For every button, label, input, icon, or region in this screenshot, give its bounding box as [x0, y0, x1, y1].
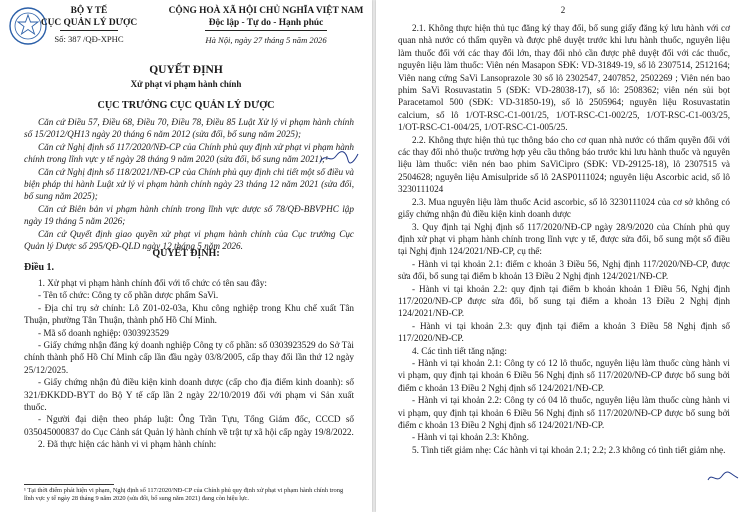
document-page-1 — [0, 0, 372, 512]
article-heading: Điều 1. — [24, 262, 54, 273]
nation-name: CỘNG HOÀ XÃ HỘI CHỦ NGHĨA VIỆT NAM — [168, 6, 364, 16]
ministry-name: BỘ Y TẾ — [70, 6, 108, 16]
basis-item: Căn cứ Nghị định số 117/2020/NĐ-CP của Chính phủ quy định xử phạt vi phạm hành chính trong lĩnh vực y tế ngày 28 tháng 9 năm 2020 (sửa đổi, bổ sung năm 2021);¹ — [24, 141, 354, 165]
document-title: QUYẾT ĐỊNH — [149, 64, 223, 76]
document-number: Số: 387 /QĐ-XPHC — [54, 34, 124, 44]
paragraph: - Hành vi tại khoản 2.3: Không. — [412, 432, 529, 443]
place-date: Hà Nội, ngày 27 tháng 5 năm 2026 — [205, 35, 327, 45]
paragraph: - Hành vi tại khoản 2.2: Công ty có 04 lô thuốc, nguyên liệu làm thuốc cùng hành vi vi phạm, quy định tại khoản 6 Điều 56 Nghị định số 117/2020/NĐ-CP được bổ sung bởi điểm c khoản 13 Điều 2 Nghị định số 124/2021/NĐ-CP. — [398, 395, 730, 430]
paragraph: 5. Tình tiết giảm nhẹ: Các hành vi tại khoản 2.1; 2.2; 2.3 không có tình tiết giảm nhẹ. — [412, 444, 726, 455]
document-subtitle: Xử phạt vi phạm hành chính — [130, 79, 242, 89]
margin-initial-signature — [706, 470, 740, 486]
decides-heading: QUYẾT ĐỊNH: — [152, 248, 220, 259]
department-name: CỤC QUẢN LÝ DƯỢC — [40, 17, 138, 28]
national-motto: Độc lập - Tự do - Hạnh phúc — [208, 17, 324, 28]
footnote-divider — [24, 484, 114, 485]
issuing-authority — [24, 6, 154, 46]
paragraph: 4. Các tình tiết tăng nặng: — [412, 345, 507, 356]
paragraph: - Tên tổ chức: Công ty cổ phần dược phẩm SaVi. — [38, 290, 219, 301]
paragraph: 1. Xử phạt vi phạm hành chính đối với tổ chức có tên sau đây: — [38, 278, 267, 288]
national-header — [166, 6, 366, 47]
legal-basis — [24, 116, 354, 252]
paragraph: - Giấy chứng nhận đủ điều kiện kinh doanh dược (cấp cho địa điểm kinh doanh): số 321/ĐKKDD-BYT do Bộ Y tế cấp lần 2 ngày 22/10/2019 đối với phạm vi Sản xuất thuốc. — [24, 377, 354, 413]
paragraph: - Mã số doanh nghiệp: 0303923529 — [38, 327, 169, 338]
basis-item: Căn cứ Biên bản vi phạm hành chính trong lĩnh vực dược số 78/QĐ-BBVPHC lập ngày 19 tháng 5 năm 2026; — [24, 203, 354, 227]
header-divider — [60, 30, 118, 31]
footnote: ¹ Tại thời điểm phát hiện vi phạm, Nghị định số 117/2020/NĐ-CP của Chính phủ quy định xử phạt vi phạm hành chính trong lĩnh vực y tế ngày 28 tháng 9 năm 2020 (sửa đổi, bổ sung năm 2021) đang còn hiệu lực. — [24, 487, 344, 502]
paragraph: - Hành vi tại khoản 2.3: quy định tại điểm a khoản 3 Điều 58 Nghị định số 117/2020/NĐ-CP. — [398, 320, 730, 344]
basis-item: Căn cứ Quyết định giao quyền xử phạt vi phạm hành chính của Cục trưởng Cục Quản lý Dược số 295/QĐ-QLD ngày 12 tháng 5 năm 2026. — [24, 228, 354, 252]
document-page-2 — [376, 0, 750, 512]
paragraph: - Giấy chứng nhận đăng ký doanh nghiệp Công ty cổ phần: số 0303923529 do Sở Tài chính thành phố Hồ Chí Minh cấp lần đầu ngày 03/8/2005, cấp thay đổi lần thứ 12 ngày 25/12/2025. — [24, 340, 354, 375]
article-body — [24, 277, 354, 451]
paragraph: 2.1. Không thực hiện thủ tục đăng ký thay đổi, bổ sung giấy đăng ký lưu hành với cơ quan nhà nước có thẩm quyền và được phê duyệt trước khi lưu hành thuốc, nguyên liệu làm thuốc đối với các thay đổi lớn, thay đổi nhỏ cần được phê duyệt đối với các thuốc, nguyên liệu làm thuốc: Viên nén Masapon SĐK: VD-31849-19, số lô 2307514, 2512164; Viên nang cứng SaVi Lansoprazole 30 số lô 2302547, 2407852, 2502269 ; Viên nén bao phim SaVi Rosuvastatin 5 (SĐK: VD-28038-17), số lô: 2508362; viên nén sủi bọt Paracetamol 500 (SĐK: VD-31850-19), số lô 2505964; nguyên liệu Rosuvastatin calcium, số lô 1/OT-RSC-C1-001/25, 1/OT-RSC-C1-002/25, 1/OT-RSC-C1-003/25, 1/OT-RSC-C1-004/25, 1/OT-RSC-C1-005/25. — [398, 23, 730, 133]
paragraph: 2.2. Không thực hiện thủ tục thông báo cho cơ quan nhà nước có thẩm quyền đối với các thay đổi nhỏ thuộc trường hợp yêu cầu thông báo trước khi lưu hành thuốc và nguyên liệu làm thuốc: viên nén bao phim SaViCipro (SĐK: VD-29125-18), lô 2307515 và 2504628; nguyên liệu Amisulpride số lô 2ASP0111024; nguyên liệu Ascorbic acid, số lô 3230111024 — [398, 134, 730, 195]
paragraph: 2.3. Mua nguyên liệu làm thuốc Acid ascorbic, số lô 3230111024 của cơ sở không có giấy chứng nhận đủ điều kiện kinh doanh dược — [398, 196, 730, 220]
basis-item: Căn cứ Nghị định số 118/2021/NĐ-CP của Chính phủ quy định chi tiết một số điều và biện pháp thi hành Luật xử lý vi phạm hành chính ngày 23 tháng 12 năm 2021 (sửa đổi, bổ sung năm 2025); — [24, 166, 355, 202]
paragraph: - Hành vi tại khoản 2.1: Công ty có 12 lô thuốc, nguyên liệu làm thuốc cùng hành vi vi phạm, quy định tại khoản 6 Điều 56 Nghị định số 117/2020/NĐ-CP được bổ sung bởi điểm c khoản 13 Điều 2 Nghị định số 124/2021/NĐ-CP. — [398, 357, 730, 393]
paragraph: - Địa chỉ trụ sở chính: Lô Z01-02-03a, Khu công nghiệp trong Khu chế xuất Tân Thuận, phường Tân Thuận, thành phố Hồ Chí Minh. — [24, 302, 354, 326]
page-number: 2 — [560, 5, 566, 15]
margin-initial-signature — [318, 150, 360, 166]
motto-divider — [205, 30, 327, 31]
paragraph: - Hành vi tại khoản 2.1: điểm c khoản 3 Điều 56, Nghị định 117/2020/NĐ-CP, được sửa đổi, bổ sung tại điểm b khoản 13 Điều 2 Nghị định 124/2021/NĐ-CP. — [398, 258, 730, 282]
paragraph: - Hành vi tại khoản 2.2: quy định tại điểm b khoản khoản 1 Điều 56, Nghị định 117/2020/NĐ-CP được sửa đổi, bổ sung tại điểm a khoản 13 Điều 2 Nghị định 124/2021/NĐ-CP. — [398, 283, 730, 319]
director-heading: CỤC TRƯỞNG CỤC QUẢN LÝ DƯỢC — [97, 100, 275, 111]
paragraph: 3. Quy định tại Nghị định số 117/2020/NĐ-CP ngày 28/9/2020 của Chính phủ quy định xử phạt vi phạm hành chính trong lĩnh vực y tế, được sửa đổi, bổ sung một số điều tại Nghị định 124/2021/NĐ-CP, cụ thể: — [398, 221, 730, 257]
basis-item: Căn cứ Điều 57, Điều 68, Điều 70, Điều 78, Điều 85 Luật Xử lý vi phạm hành chính số 15/2012/QH13 ngày 20 tháng 6 năm 2012 (sửa đổi, bổ sung năm 2025); — [24, 117, 354, 140]
paragraph: 2. Đã thực hiện các hành vi vi phạm hành chính: — [38, 439, 217, 450]
page-2-body — [398, 22, 730, 456]
paragraph: - Người đại diện theo pháp luật: Ông Trần Tựu, Tổng Giám đốc, CCCD số 035045000837 do Cục Cảnh sát Quản lý hành chính về trật tự xã hội cấp ngày 19/8/2022. — [24, 414, 354, 437]
